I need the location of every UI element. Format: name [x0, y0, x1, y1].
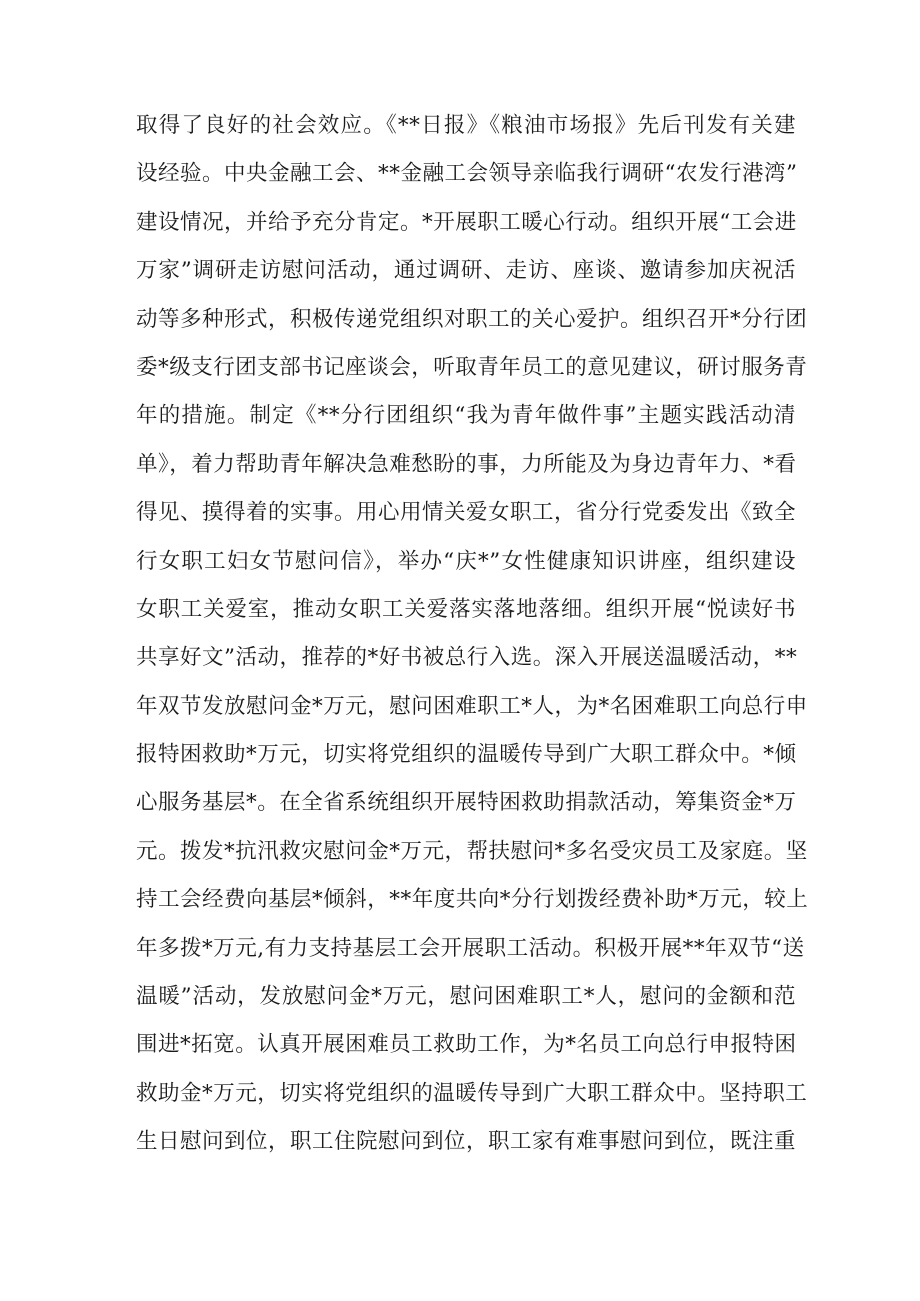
text-line: 得见、摸得着的实事。用心用情关爱女职工，省分行党委发出《致全 — [136, 500, 797, 526]
text-line: 元。拨发*抗汛救灾慰问金*万元，帮扶慰问*多名受灾员工及家庭。坚 — [136, 838, 808, 864]
text-line: 年双节发放慰问金*万元，慰问困难职工*人，为*名困难职工向总行申 — [136, 693, 808, 719]
text-line: 委*级支行团支部书记座谈会，听取青年员工的意见建议，研讨服务青 — [136, 354, 808, 380]
text-line: 生日慰问到位，职工住院慰问到位，职工家有难事慰问到位，既注重 — [136, 1129, 797, 1155]
text-line: 年多拨*万元,有力支持基层工会开展职工活动。积极开展**年双节“送 — [136, 935, 805, 961]
text-line: 救助金*万元，切实将党组织的温暖传导到广大职工群众中。坚持职工 — [136, 1080, 808, 1106]
text-line: 建设情况，并给予充分肯定。*开展职工暖心行动。组织开展“工会进 — [136, 209, 797, 235]
text-line: 万家”调研走访慰问活动，通过调研、走访、座谈、邀请参加庆祝活 — [136, 258, 796, 284]
text-line: 取得了良好的社会效应。《**日报》《粮油市场报》先后刊发有关建 — [136, 113, 796, 138]
text-line: 行女职工妇女节慰问信》，举办“庆*”女性健康知识讲座，组织建设 — [136, 548, 796, 574]
text-line: 心服务基层*。在全省系统组织开展特困救助捐款活动，筹集资金*万 — [136, 790, 797, 816]
text-line: 持工会经费向基层*倾斜，**年度共向*分行划拨经费补助*万元，较上 — [136, 887, 809, 913]
text-line: 单》，着力帮助青年解决急难愁盼的事，力所能及为身边青年力、*看 — [136, 451, 797, 477]
text-line: 年的措施。制定《**分行团组织“我为青年做件事”主题实践活动清 — [136, 403, 796, 429]
text-line: 报特困救助*万元，切实将党组织的温暖传导到广大职工群众中。*倾 — [136, 742, 797, 768]
text-line: 设经验。中央金融工会、**金融工会领导亲临我行调研“农发行港湾” — [136, 161, 798, 187]
body-paragraph — [136, 102, 809, 1167]
text-line: 动等多种形式，积极传递党组织对职工的关心爱护。组织召开*分行团 — [136, 306, 808, 332]
text-line: 围进*拓宽。认真开展困难员工救助工作，为*名员工向总行申报特困 — [136, 1032, 797, 1058]
text-line: 女职工关爱室，推动女职工关爱落实落地落细。组织开展“悦读好书 — [136, 596, 796, 622]
text-line: 共享好文”活动，推荐的*好书被总行入选。深入开展送温暖活动，** — [136, 645, 798, 671]
text-line: 温暖”活动，发放慰问金*万元，慰问困难职工*人，慰问的金额和范 — [136, 984, 796, 1010]
